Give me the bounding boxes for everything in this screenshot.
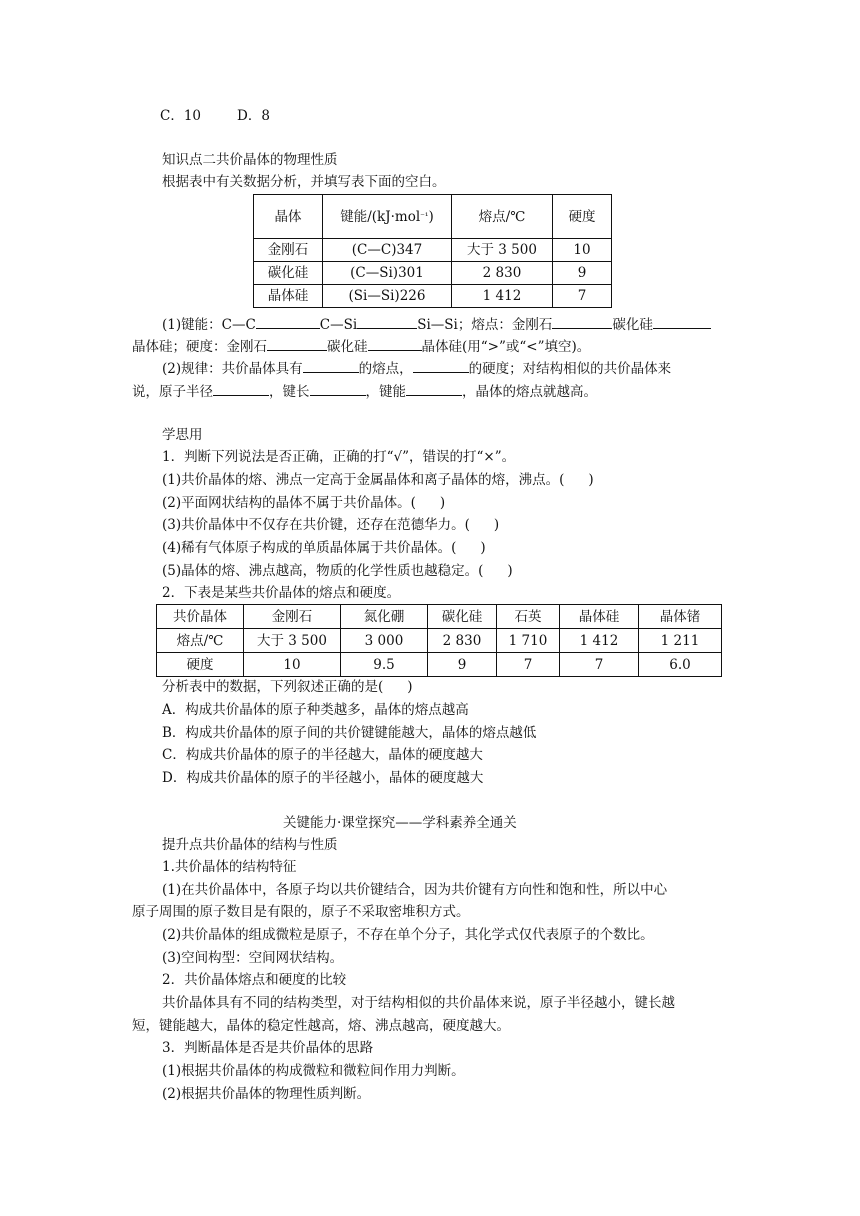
judge-item-5: (5)晶体的熔、沸点越高，物质的化学性质也越稳定。( ) (162, 563, 513, 579)
blank[interactable] (267, 336, 327, 351)
table-cell: (C—C)347 (323, 239, 452, 262)
table-cell: 10 (553, 239, 612, 262)
blank[interactable] (413, 358, 469, 373)
question-2-line-1: (2)规律：共价晶体具有 的熔点， 的硬度；对结构相似的共价晶体来 (162, 358, 671, 379)
table-cell: 2 830 (452, 262, 553, 285)
table-cell: 碳化硅 (254, 262, 323, 285)
table-cell: 7 (497, 653, 560, 677)
table-cell: 晶体硅 (560, 605, 639, 629)
table-cell: 9 (553, 262, 612, 285)
table-cell: 大于 3 500 (452, 239, 553, 262)
blank[interactable] (653, 314, 711, 329)
header-cell: 键能/(kJ·mol$^{^{-1}}$) (323, 195, 452, 239)
table-cell: 金刚石 (244, 605, 341, 629)
key-line: 短，键能越大，晶体的稳定性越高，熔、沸点越高，硬度越大。 (132, 1018, 510, 1034)
section2-title: 知识点二共价晶体的物理性质 (162, 152, 338, 168)
table-cell: 7 (560, 653, 639, 677)
hardness-table (156, 604, 722, 677)
judge-item-4: (4)稀有气体原子构成的单质晶体属于共价晶体。( ) (162, 540, 486, 556)
choice-question-stem: 分析表中的数据，下列叙述正确的是( ) (162, 679, 413, 695)
table-cell: 9 (428, 653, 497, 677)
key-line: (1)在共价晶体中，各原子均以共价键结合，因为共价键有方向性和饱和性，所以中心 (162, 882, 668, 898)
blank[interactable] (213, 381, 269, 396)
table-cell: (Si—Si)226 (323, 285, 452, 308)
table-row (254, 285, 612, 308)
key-line: 3．判断晶体是否是共价晶体的思路 (162, 1040, 374, 1056)
blank[interactable] (303, 358, 359, 373)
option-d: D．构成共价晶体的原子的半径越小，晶体的硬度越大 (162, 770, 484, 786)
table-row (157, 605, 722, 629)
options-cd (160, 106, 270, 126)
table-cell: 硬度 (157, 653, 244, 677)
table-cell: 晶体锗 (639, 605, 722, 629)
table-cell: 共价晶体 (157, 605, 244, 629)
table-cell: (C—Si)301 (323, 262, 452, 285)
table-cell: 金刚石 (254, 239, 323, 262)
header-cell: 晶体 (254, 195, 323, 239)
table-row (254, 239, 612, 262)
key-line: 1.共价晶体的结构特征 (162, 859, 297, 875)
key-title: 关键能力·课堂探究——学科素养全通关 (283, 815, 517, 831)
key-line: 2．共价晶体熔点和硬度的比较 (162, 972, 347, 988)
question-1-line-2: 晶体硅；硬度：金刚石 碳化硅 晶体硅(用“>”或“<”填空)。 (132, 336, 590, 357)
table-cell: 1 211 (639, 629, 722, 653)
table-cell: 1 412 (452, 285, 553, 308)
key-line: 原子周围的原子数目是有限的，原子不采取密堆积方式。 (132, 904, 470, 920)
table-cell: 石英 (497, 605, 560, 629)
table-cell: 9.5 (341, 653, 428, 677)
question-2-line-2: 说，原子半径 ，键长 ，键能 ，晶体的熔点就越高。 (132, 381, 597, 402)
table-question: 2．下表是某些共价晶体的熔点和硬度。 (162, 585, 401, 601)
option-d: D．8 (237, 108, 270, 124)
blank[interactable] (310, 381, 366, 396)
key-line: (2)根据共价晶体的物理性质判断。 (162, 1086, 371, 1102)
judge-item-2: (2)平面网状结构的晶体不属于共价晶体。( ) (162, 495, 446, 511)
blank[interactable] (552, 314, 612, 329)
table-cell: 1 412 (560, 629, 639, 653)
table-cell: 7 (553, 285, 612, 308)
table-cell: 碳化硅 (428, 605, 497, 629)
xsy-title: 学思用 (162, 427, 203, 443)
table-cell: 1 710 (497, 629, 560, 653)
blank[interactable] (256, 314, 320, 329)
key-subtitle: 提升点共价晶体的结构与性质 (162, 837, 338, 853)
table-cell: 6.0 (639, 653, 722, 677)
table-cell: 晶体硅 (254, 285, 323, 308)
section2-intro: 根据表中有关数据分析，并填写表下面的空白。 (162, 174, 446, 190)
crystal-table (253, 194, 612, 308)
table-cell: 3 000 (341, 629, 428, 653)
option-b: B．构成共价晶体的原子间的共价键键能越大，晶体的熔点越低 (162, 725, 537, 741)
table-row (157, 653, 722, 677)
judge-item-1: (1)共价晶体的熔、沸点一定高于金属晶体和离子晶体的熔，沸点。( ) (162, 472, 594, 488)
judge-item-3: (3)共价晶体中不仅存在共价键，还存在范德华力。( ) (162, 517, 500, 533)
table-cell: 2 830 (428, 629, 497, 653)
table-cell: 10 (244, 653, 341, 677)
header-cell: 熔点/℃ (452, 195, 553, 239)
blank[interactable] (368, 336, 422, 351)
table-cell: 大于 3 500 (244, 629, 341, 653)
header-cell: 硬度 (553, 195, 612, 239)
table-header-row (254, 195, 612, 239)
option-c: C．构成共价晶体的原子的半径越大，晶体的硬度越大 (162, 747, 483, 763)
key-line: (1)根据共价晶体的构成微粒和微粒间作用力判断。 (162, 1063, 465, 1079)
key-line: (2)共价晶体的组成微粒是原子，不存在单个分子，其化学式仅代表原子的个数比。 (162, 927, 654, 943)
key-line: 共价晶体具有不同的结构类型，对于结构相似的共价晶体来说，原子半径越小，键长越 (162, 995, 675, 1011)
table-cell: 熔点/℃ (157, 629, 244, 653)
table-cell: 氮化硼 (341, 605, 428, 629)
blank[interactable] (357, 314, 417, 329)
table-row (157, 629, 722, 653)
option-c: C．10 (160, 108, 202, 124)
key-line: (3)空间构型：空间网状结构。 (162, 950, 344, 966)
blank[interactable] (406, 381, 462, 396)
question-1-line-1: (1)键能：C—C C—Si Si—Si；熔点：金刚石 碳化硅 (162, 314, 711, 335)
option-a: A．构成共价晶体的原子种类越多，晶体的熔点越高 (162, 702, 469, 718)
table-row (254, 262, 612, 285)
judge-question: 1．判断下列说法是否正确，正确的打“√”，错误的打“×”。 (162, 449, 516, 465)
